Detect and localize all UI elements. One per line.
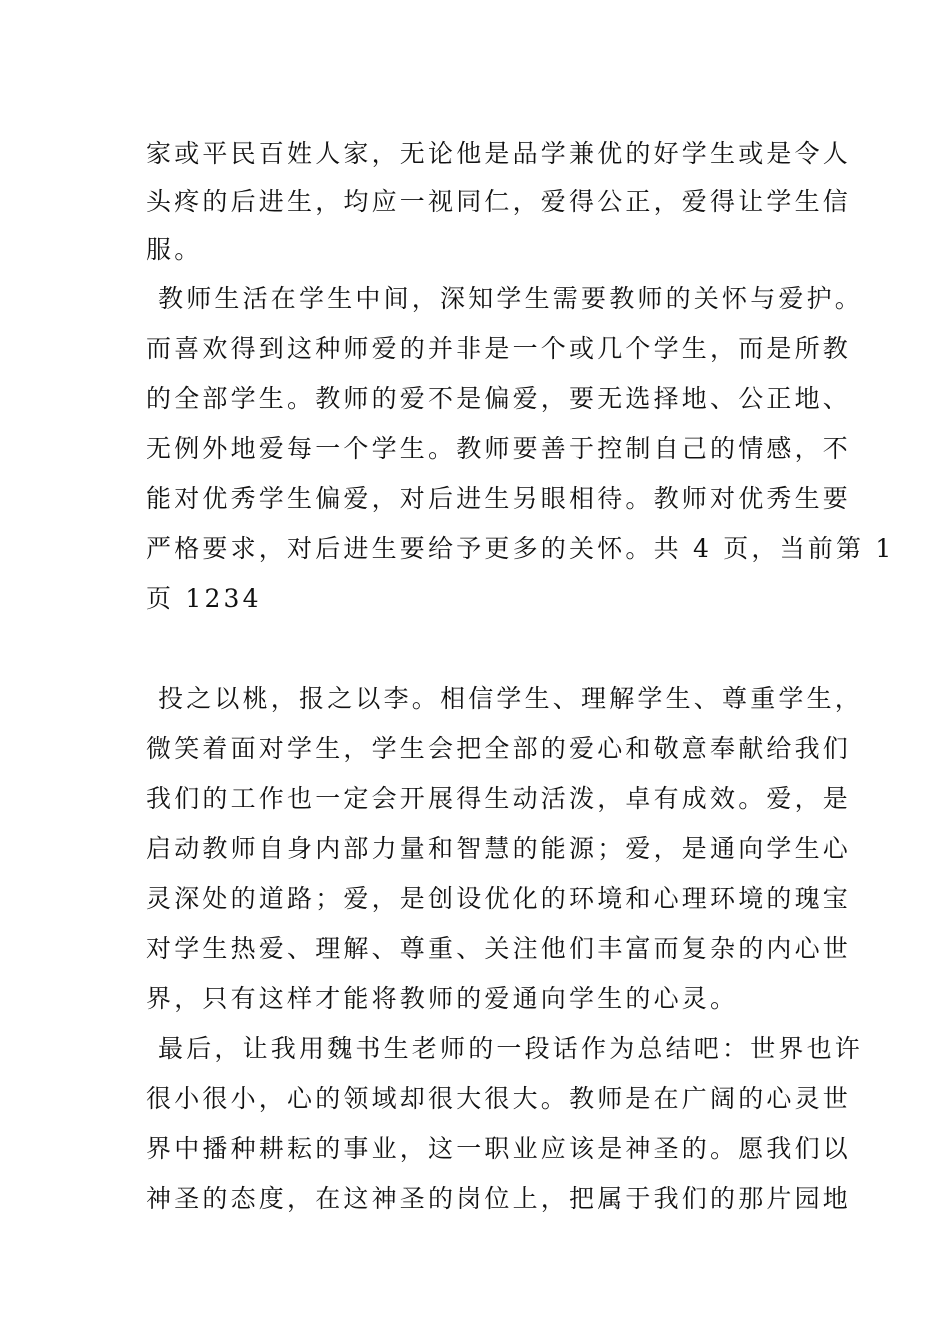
text-line: 我们的工作也一定会开展得生动活泼，卓有成效。爱，是 xyxy=(146,784,852,813)
text-line: 而喜欢得到这种师爱的并非是一个或几个学生，而是所教 xyxy=(146,334,852,363)
text-line: 微笑着面对学生，学生会把全部的爱心和敬意奉献给我们 xyxy=(146,734,852,763)
text-line: 严格要求，对后进生要给予更多的关怀。共 4 页，当前第 1 xyxy=(146,534,895,563)
text-line: 最后，让我用魏书生老师的一段话作为总结吧：世界也许 xyxy=(158,1034,864,1063)
text-line: 界，只有这样才能将教师的爱通向学生的心灵。 xyxy=(146,984,739,1013)
text-line: 对学生热爱、理解、尊重、关注他们丰富而复杂的内心世 xyxy=(146,934,852,963)
text-line: 的全部学生。教师的爱不是偏爱，要无选择地、公正地、 xyxy=(146,384,852,413)
text-line: 启动教师自身内部力量和智慧的能源；爱，是通向学生心 xyxy=(146,834,852,863)
text-line: 灵深处的道路；爱，是创设优化的环境和心理环境的瑰宝 xyxy=(146,884,852,913)
text-line: 很小很小，心的领域却很大很大。教师是在广阔的心灵世 xyxy=(146,1084,852,1113)
text-line: 神圣的态度，在这神圣的岗位上，把属于我们的那片园地 xyxy=(146,1184,852,1213)
text-line: 投之以桃，报之以李。相信学生、理解学生、尊重学生， xyxy=(158,684,864,713)
text-line: 能对优秀学生偏爱，对后进生另眼相待。教师对优秀生要 xyxy=(146,484,852,513)
text-line: 家或平民百姓人家，无论他是品学兼优的好学生或是令人 xyxy=(146,139,852,168)
text-line: 界中播种耕耘的事业，这一职业应该是神圣的。愿我们以 xyxy=(146,1134,852,1163)
text-line: 无例外地爱每一个学生。教师要善于控制自己的情感，不 xyxy=(146,434,852,463)
text-line: 教师生活在学生中间，深知学生需要教师的关怀与爱护。 xyxy=(158,284,864,313)
text-line: 服。 xyxy=(146,235,203,264)
page-indicator: 页 1234 xyxy=(146,584,262,613)
text-line: 头疼的后进生，均应一视同仁，爱得公正，爱得让学生信 xyxy=(146,187,852,216)
